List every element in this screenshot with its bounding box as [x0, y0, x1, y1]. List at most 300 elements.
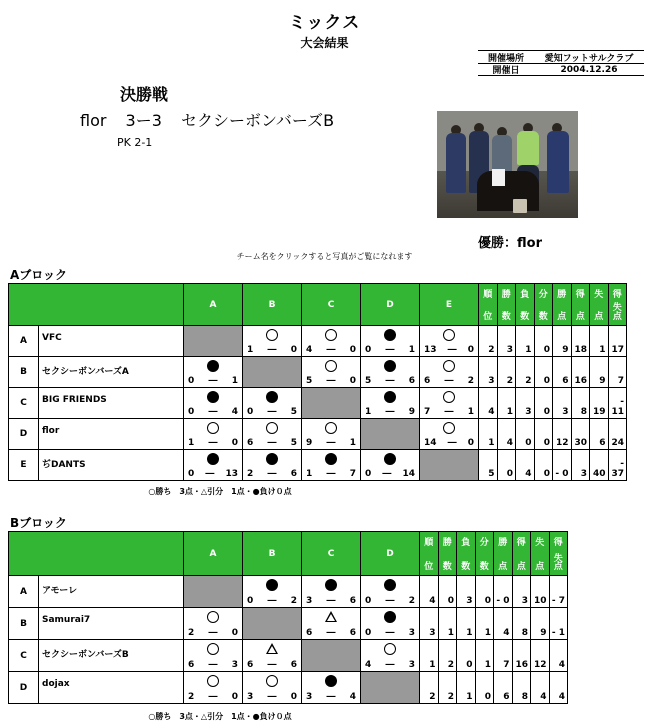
stat-header: [457, 532, 476, 576]
score-for: 0: [365, 469, 372, 479]
column-header-e: E: [420, 284, 479, 326]
score-against: 0: [231, 438, 238, 448]
team-name-link[interactable]: セクシーボンバーズB: [39, 640, 184, 672]
stat-header-top: 勝: [557, 290, 567, 300]
score-against: 0: [349, 345, 356, 355]
match-result: [243, 672, 302, 704]
row-letter: D: [9, 672, 39, 704]
column-header-c: C: [302, 532, 361, 576]
stat-header-bottom: 数: [538, 312, 548, 322]
row-letter: A: [9, 576, 39, 608]
win-marker: [207, 422, 219, 434]
column-header-a: A: [184, 284, 243, 326]
match-result: [420, 326, 479, 357]
team-name-link[interactable]: flor: [39, 419, 184, 450]
match-score: [361, 660, 419, 670]
stat-header: [497, 284, 516, 326]
score-for: 5: [306, 376, 313, 386]
score-against: 4: [231, 407, 238, 417]
stat-value: - 37: [608, 450, 627, 481]
stat-header-top: 負: [461, 538, 471, 548]
draw-marker: [325, 611, 337, 622]
loss-marker: [207, 360, 219, 372]
table-header-row: [9, 532, 568, 576]
score-for: 0: [247, 407, 254, 417]
stat-header-bottom: 数: [520, 312, 530, 322]
score-dash: ―: [267, 438, 277, 448]
team-photo[interactable]: [437, 111, 578, 218]
score-for: 6: [247, 660, 254, 670]
row-letter: C: [9, 388, 39, 419]
match-result: [420, 419, 479, 450]
score-dash: ―: [208, 407, 218, 417]
final-pk: PK 2-1: [117, 136, 153, 149]
loss-marker: [384, 453, 396, 465]
score-dash: ―: [326, 376, 336, 386]
stat-header: [549, 532, 568, 576]
self-match-cell: [361, 419, 420, 450]
stat-value: 4: [516, 450, 535, 481]
stat-value: 1: [479, 419, 498, 450]
draw-marker: [266, 643, 278, 654]
stat-header-bottom: 点: [535, 562, 545, 572]
match-result: [184, 672, 243, 704]
score-for: 0: [365, 345, 372, 355]
stat-header-top: 分: [538, 290, 548, 300]
stat-header-bottom: 点: [612, 312, 622, 322]
stat-value: 5: [479, 450, 498, 481]
score-dash: ―: [205, 469, 215, 479]
stat-value: 4: [549, 640, 568, 672]
stat-value: 2: [438, 640, 457, 672]
match-result: [184, 357, 243, 388]
score-against: 3: [408, 628, 415, 638]
team-name-link[interactable]: アモーレ: [39, 576, 184, 608]
venue-date-label: 開催日: [492, 66, 520, 76]
match-score: [243, 345, 301, 355]
score-dash: ―: [385, 596, 395, 606]
match-result: [243, 388, 302, 419]
score-for: 13: [424, 345, 437, 355]
stat-value: 0: [534, 357, 553, 388]
stat-value: 3: [512, 576, 531, 608]
score-against: 0: [349, 376, 356, 386]
score-for: 5: [365, 376, 372, 386]
match-result: [361, 576, 420, 608]
stat-value: 8: [571, 388, 590, 419]
score-dash: ―: [447, 438, 457, 448]
venue-place-label: 開催場所: [487, 53, 524, 64]
stat-value: - 11: [608, 388, 627, 419]
stat-header-top: 得: [553, 538, 563, 548]
stat-value: 1: [420, 640, 439, 672]
stat-header-top: 失: [594, 290, 604, 300]
page-subtitle: 大会結果: [300, 36, 349, 50]
score-for: 2: [247, 469, 254, 479]
stat-value: 12: [553, 419, 572, 450]
stat-value: 1: [590, 326, 609, 357]
stat-header-bottom: 点: [594, 312, 604, 322]
score-against: 6: [349, 628, 356, 638]
stat-header-top: 得: [575, 290, 585, 300]
match-score: [184, 628, 242, 638]
score-for: 1: [188, 438, 195, 448]
score-against: 2: [467, 376, 474, 386]
score-dash: ―: [267, 345, 277, 355]
match-score: [361, 469, 419, 479]
column-header-c: C: [302, 284, 361, 326]
score-dash: ―: [326, 438, 336, 448]
stat-value: 4: [531, 672, 550, 704]
self-match-cell: [243, 608, 302, 640]
final-score: 3ー3: [125, 111, 162, 130]
stat-header-top: 得: [516, 538, 526, 548]
match-score: [361, 628, 419, 638]
match-result: [302, 576, 361, 608]
match-score: [184, 469, 242, 479]
win-marker: [443, 422, 455, 434]
score-against: 0: [231, 692, 238, 702]
stat-value: 8: [512, 672, 531, 704]
stat-header-bottom: 数: [479, 562, 489, 572]
match-score: [420, 376, 478, 386]
match-result: [361, 450, 420, 481]
score-against: 2: [290, 596, 297, 606]
match-score: [243, 660, 301, 670]
match-result: [243, 640, 302, 672]
final-result: [80, 108, 348, 131]
win-marker: [384, 643, 396, 655]
match-result: [243, 419, 302, 450]
self-match-cell: [361, 672, 420, 704]
stat-value: 7: [608, 357, 627, 388]
table-row: [9, 640, 568, 672]
match-score: [361, 345, 419, 355]
photo-player: [517, 131, 539, 165]
score-for: 6: [424, 376, 431, 386]
stat-value: 2: [420, 672, 439, 704]
stat-header-bottom: 点: [498, 562, 508, 572]
stat-value: 3: [457, 576, 476, 608]
score-against: 6: [290, 469, 297, 479]
stat-value: 4: [549, 672, 568, 704]
column-header-d: D: [361, 532, 420, 576]
header-corner: [9, 284, 184, 326]
stat-value: 6: [553, 357, 572, 388]
win-marker: [325, 360, 337, 372]
stat-value: 3: [420, 608, 439, 640]
table-row: [9, 450, 627, 481]
score-against: 3: [408, 660, 415, 670]
stat-value: 19: [590, 388, 609, 419]
stat-value: 3: [516, 388, 535, 419]
table-row: [9, 608, 568, 640]
team-name-link[interactable]: dojax: [39, 672, 184, 704]
score-dash: ―: [447, 345, 457, 355]
score-for: 3: [247, 692, 254, 702]
match-score: [302, 376, 360, 386]
legend-a: ○勝ち 3点・△引分 1点・●負け０点: [148, 487, 292, 496]
venue-place-row: [478, 50, 644, 63]
stat-header: [590, 284, 609, 326]
row-letter: D: [9, 419, 39, 450]
stat-header-mid: 失: [553, 554, 563, 564]
win-marker: [443, 360, 455, 372]
stat-value: 9: [531, 608, 550, 640]
match-score: [184, 660, 242, 670]
photo-bag: [513, 199, 527, 213]
team-name-link[interactable]: BIG FRIENDS: [39, 388, 184, 419]
self-match-cell: [184, 576, 243, 608]
match-score: [243, 438, 301, 448]
page-title: ミックス: [288, 13, 361, 33]
match-score: [361, 407, 419, 417]
stat-header-top: 失: [535, 538, 545, 548]
score-for: 3: [306, 596, 313, 606]
stat-header-top: 勝: [498, 538, 508, 548]
score-against: 2: [408, 596, 415, 606]
score-against: 9: [408, 407, 415, 417]
match-score: [302, 438, 360, 448]
block-a-label: Aブロック: [10, 268, 68, 282]
score-dash: ―: [208, 628, 218, 638]
stat-value: 2: [516, 357, 535, 388]
match-result: [302, 326, 361, 357]
stat-header: [553, 284, 572, 326]
column-header-b: B: [243, 532, 302, 576]
row-letter: E: [9, 450, 39, 481]
match-result: [302, 608, 361, 640]
stat-value: 2: [497, 357, 516, 388]
match-result: [361, 388, 420, 419]
score-for: 0: [188, 469, 195, 479]
win-marker: [266, 422, 278, 434]
score-for: 0: [188, 407, 195, 417]
match-result: [420, 388, 479, 419]
score-dash: ―: [208, 438, 218, 448]
final-heading: 決勝戦: [120, 85, 169, 104]
stat-value: 12: [531, 640, 550, 672]
self-match-cell: [420, 450, 479, 481]
stat-value: 16: [571, 357, 590, 388]
score-dash: ―: [267, 596, 277, 606]
stat-value: 0: [534, 388, 553, 419]
match-score: [243, 469, 301, 479]
score-dash: ―: [208, 660, 218, 670]
match-score: [361, 596, 419, 606]
match-result: [184, 419, 243, 450]
score-for: 7: [424, 407, 431, 417]
table-row: [9, 576, 568, 608]
legend-b: ○勝ち 3点・△引分 1点・●負け０点: [148, 712, 292, 721]
stat-value: 1: [516, 326, 535, 357]
stat-header: [531, 532, 550, 576]
score-against: 0: [290, 692, 297, 702]
stat-value: 2: [479, 326, 498, 357]
stat-value: 10: [531, 576, 550, 608]
stat-value: 3: [479, 357, 498, 388]
score-dash: ―: [385, 660, 395, 670]
stat-value: 3: [553, 388, 572, 419]
score-against: 13: [225, 469, 238, 479]
match-score: [184, 438, 242, 448]
score-against: 4: [349, 692, 356, 702]
loss-marker: [266, 579, 278, 591]
score-dash: ―: [385, 628, 395, 638]
stat-value: 4: [494, 608, 513, 640]
score-against: 6: [290, 660, 297, 670]
table-row: [9, 357, 627, 388]
table-row: [9, 326, 627, 357]
stat-value: 40: [590, 450, 609, 481]
score-dash: ―: [326, 345, 336, 355]
match-score: [302, 628, 360, 638]
score-against: 5: [290, 438, 297, 448]
stat-header-top: 順: [483, 290, 493, 300]
loss-marker: [325, 453, 337, 465]
team-name-link[interactable]: VFC: [39, 326, 184, 357]
match-score: [361, 376, 419, 386]
match-result: [243, 326, 302, 357]
stat-value: 16: [512, 640, 531, 672]
stat-value: 2: [438, 672, 457, 704]
score-dash: ―: [208, 692, 218, 702]
stat-value: 1: [457, 672, 476, 704]
score-for: 14: [424, 438, 437, 448]
stat-value: 17: [608, 326, 627, 357]
loss-marker: [325, 675, 337, 687]
table-header-row: [9, 284, 627, 326]
stat-value: 9: [553, 326, 572, 357]
stat-header-bottom: 点: [575, 312, 585, 322]
stat-value: - 1: [549, 608, 568, 640]
stat-value: 0: [497, 450, 516, 481]
match-result: [361, 640, 420, 672]
stat-header-top: 勝: [442, 538, 452, 548]
stat-value: 1: [438, 608, 457, 640]
match-result: [243, 576, 302, 608]
match-result: [184, 608, 243, 640]
loss-marker: [207, 391, 219, 403]
team-name-link[interactable]: ぢDANTS: [39, 450, 184, 481]
block-table: [8, 531, 568, 704]
final-team1: flor: [80, 111, 107, 130]
score-for: 6: [188, 660, 195, 670]
match-score: [184, 407, 242, 417]
stat-header: [420, 532, 439, 576]
stat-header: [494, 532, 513, 576]
self-match-cell: [243, 357, 302, 388]
loss-marker: [266, 391, 278, 403]
score-for: 6: [247, 438, 254, 448]
win-marker: [207, 675, 219, 687]
match-score: [420, 407, 478, 417]
score-for: 4: [306, 345, 313, 355]
venue-place: 愛知フットサルクラブ: [544, 53, 634, 64]
stat-header-top: 負: [520, 290, 530, 300]
win-marker: [325, 422, 337, 434]
score-dash: ―: [326, 469, 336, 479]
stat-header-bottom: 点: [557, 312, 567, 322]
match-result: [361, 357, 420, 388]
stat-value: 6: [590, 419, 609, 450]
stat-value: - 7: [549, 576, 568, 608]
venue-date-row: [478, 63, 644, 76]
match-result: [302, 419, 361, 450]
stat-header: [571, 284, 590, 326]
loss-marker: [325, 579, 337, 591]
stat-value: 0: [475, 672, 494, 704]
stat-header: [512, 532, 531, 576]
score-for: 1: [247, 345, 254, 355]
stat-header-bottom: 数: [461, 562, 471, 572]
team-name-link[interactable]: Samurai7: [39, 608, 184, 640]
stat-value: 3: [497, 326, 516, 357]
score-against: 1: [349, 438, 356, 448]
match-result: [420, 357, 479, 388]
self-match-cell: [184, 326, 243, 357]
table-row: [9, 419, 627, 450]
stat-value: 3: [571, 450, 590, 481]
score-dash: ―: [267, 469, 277, 479]
stat-value: 7: [494, 640, 513, 672]
match-result: [302, 672, 361, 704]
match-result: [302, 357, 361, 388]
win-marker: [207, 611, 219, 623]
loss-marker: [384, 579, 396, 591]
score-for: 1: [365, 407, 372, 417]
stat-header: [438, 532, 457, 576]
stat-value: 1: [475, 640, 494, 672]
match-score: [184, 692, 242, 702]
match-score: [184, 376, 242, 386]
venue-date: 2004.12.26: [560, 64, 618, 75]
score-against: 1: [231, 376, 238, 386]
score-for: 3: [306, 692, 313, 702]
score-dash: ―: [208, 376, 218, 386]
table-row: [9, 672, 568, 704]
venue-info: [478, 50, 644, 76]
score-dash: ―: [385, 376, 395, 386]
match-score: [302, 345, 360, 355]
match-score: [420, 345, 478, 355]
self-match-cell: [302, 388, 361, 419]
column-header-a: A: [184, 532, 243, 576]
row-letter: B: [9, 357, 39, 388]
win-marker: [266, 329, 278, 341]
match-result: [361, 608, 420, 640]
loss-marker: [384, 391, 396, 403]
score-against: 0: [467, 438, 474, 448]
score-for: 2: [188, 692, 195, 702]
row-letter: B: [9, 608, 39, 640]
click-note: チーム名をクリックすると写真がご覧になれます: [236, 252, 413, 261]
score-dash: ―: [385, 345, 395, 355]
score-for: 0: [188, 376, 195, 386]
stat-header-top: 分: [479, 538, 489, 548]
score-for: 6: [306, 628, 313, 638]
score-dash: ―: [385, 407, 395, 417]
stat-value: 0: [475, 576, 494, 608]
score-for: 1: [306, 469, 313, 479]
stat-value: 18: [571, 326, 590, 357]
match-score: [243, 407, 301, 417]
block-b-label: Bブロック: [10, 516, 67, 530]
team-name-link[interactable]: セクシーボンバーズA: [39, 357, 184, 388]
score-dash: ―: [444, 407, 454, 417]
win-marker: [266, 675, 278, 687]
loss-marker: [207, 453, 219, 465]
